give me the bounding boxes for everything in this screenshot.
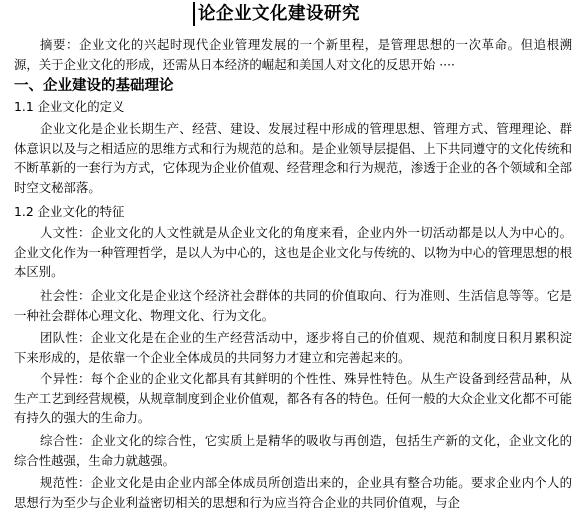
- subsection-heading-1-2: 1.2 企业文化的特征: [14, 204, 125, 219]
- feature-social-paragraph: 社会性：企业文化是企业这个经济社会群体的共同的价值取向、行为准则、生活信息等等。它是一种社会群体心理文化、物理文化、行为文化。: [14, 288, 572, 323]
- text-cursor: [193, 2, 195, 26]
- feature-team-paragraph: 团队性：企业文化是在企业的生产经营活动中，逐步将自己的价值观、规范和制度日积月累积淀下来形成的，是依靠一个企业全体成员的共同努力才建立和完善起来的。: [14, 330, 572, 365]
- abstract-paragraph: 摘要：企业文化的兴起时现代企业管理发展的一个新里程，是管理思想的一次革命。但追根溯源，关于企业文化的形成，还需从日本经济的崛起和美国人对文化的反思开始 ····: [14, 37, 572, 72]
- subsection-heading-1-1: 1.1 企业文化的定义: [14, 99, 125, 114]
- definition-paragraph: 企业文化是企业长期生产、经营、建设、发展过程中形成的管理思想、管理方式、管理理论、群体意识以及与之相适应的思维方式和行为规范的总和。是企业领导层提倡、上下共同遵守的文化传统和不断革新的一套行为方式，它体现为企业价值观、经营理念和行为规范，渗透于企业的各个领域和全部时空文秘部落。: [14, 121, 572, 195]
- feature-individual-paragraph: 个异性：每个企业的企业文化都具有其鲜明的个性性、殊异性特色。从生产设备到经营品种，从生产工艺到经营规模，从规章制度到企业价值观，都各有各的特色。任何一般的大众企业文化都不可能有持久的强大的生命力。: [14, 371, 572, 426]
- feature-humanity-paragraph: 人文性：企业文化的人文性就是从企业文化的角度来看，企业内外一切活动都是以人为中心的。企业文化作为一种管理哲学，是以人为中心的，这也是企业文化与传统的、以物为中心的管理思想的根本区别。: [14, 225, 572, 280]
- feature-normative-paragraph: 规范性：企业文化是由企业内部全体成员所创造出来的，企业具有整合功能。要求企业内个人的思想行为至少与企业利益密切相关的思想和行为应当符合企业的共同价值观，与企: [14, 475, 572, 510]
- document-title: 论企业文化建设研究: [198, 4, 360, 24]
- section-heading-1: 一、企业建设的基础理论: [14, 78, 174, 94]
- feature-comprehensive-paragraph: 综合性：企业文化的综合性，它实质上是精华的吸收与再创造，包括生产新的文化，企业文化的综合性越强，生命力就越强。: [14, 433, 572, 468]
